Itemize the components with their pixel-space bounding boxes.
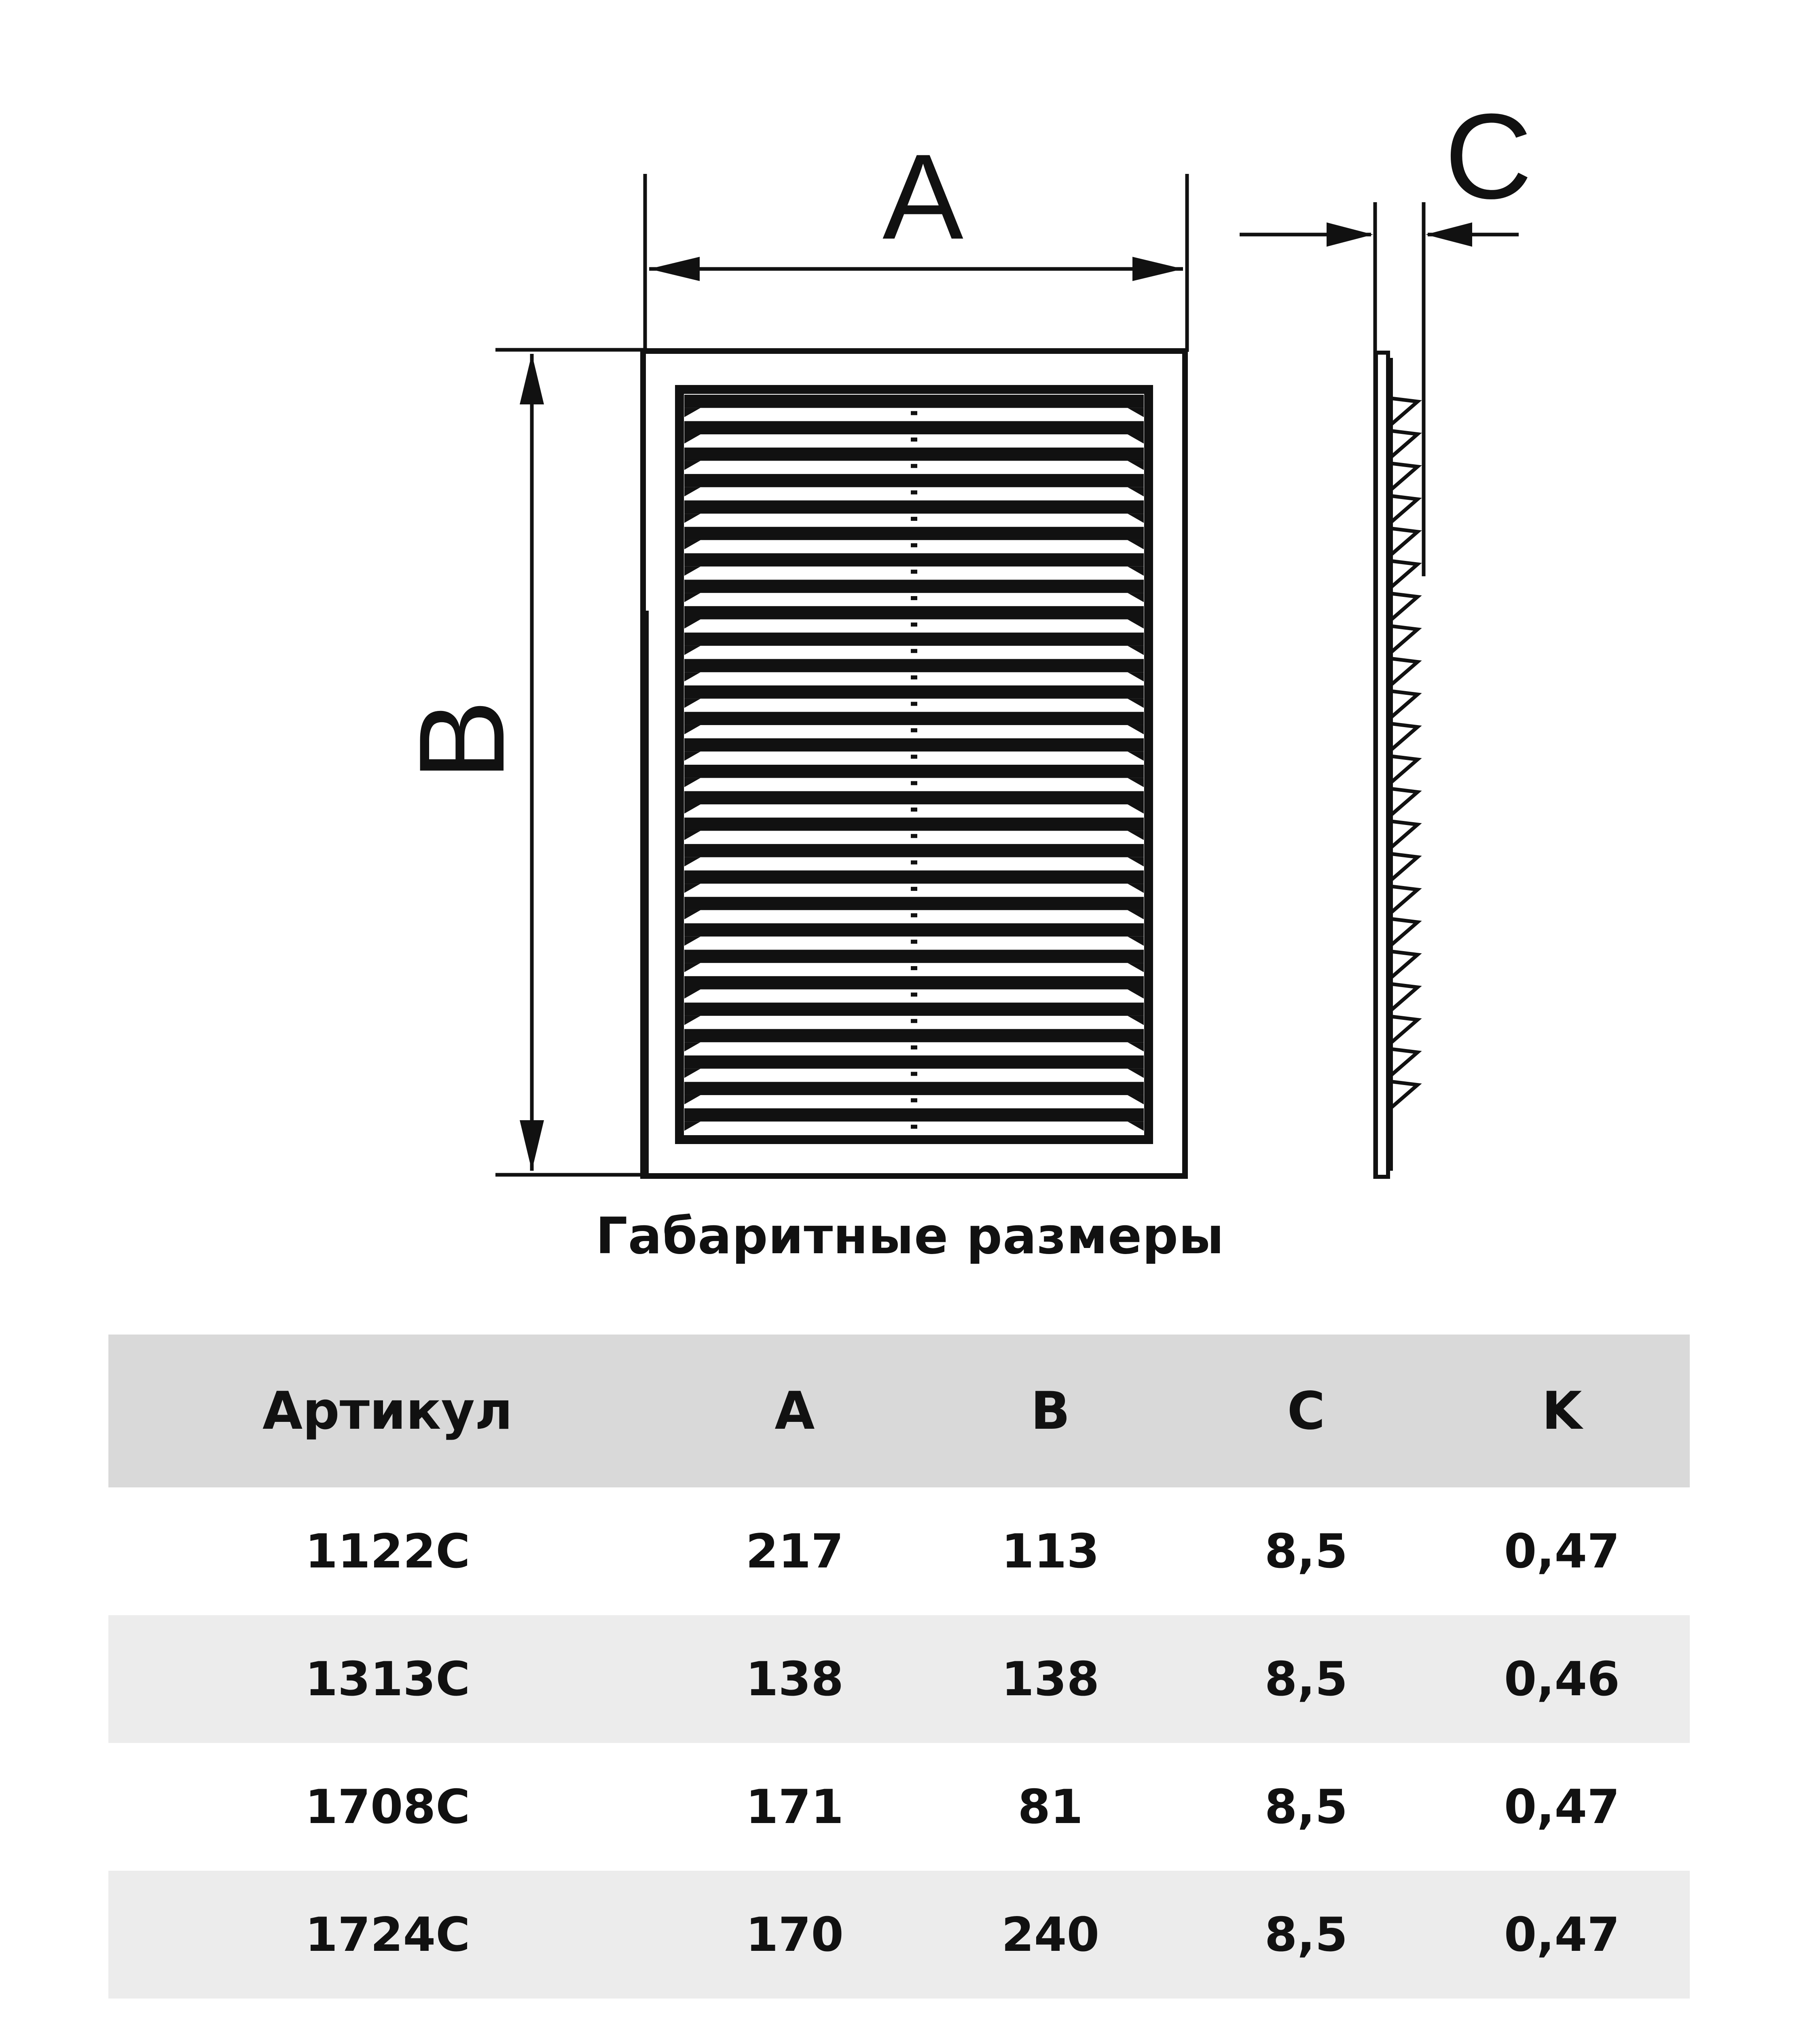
louver-center-mark bbox=[911, 464, 917, 468]
cell-k: 0,47 bbox=[1504, 1907, 1620, 1962]
louver-center-mark bbox=[911, 913, 917, 917]
louver-center-mark bbox=[911, 1072, 917, 1076]
louver-slat bbox=[684, 395, 1144, 408]
louver-center-mark bbox=[911, 887, 917, 891]
side-fin bbox=[1391, 1082, 1418, 1108]
louver-center-mark bbox=[911, 966, 917, 970]
cell-k: 0,47 bbox=[1504, 1779, 1620, 1834]
louver-slat bbox=[684, 844, 1144, 857]
section-title: Габаритные размеры bbox=[595, 1207, 1225, 1265]
cell-b: 138 bbox=[1001, 1652, 1100, 1707]
louver-slat bbox=[684, 1108, 1144, 1122]
side-fin bbox=[1391, 594, 1418, 620]
side-fin bbox=[1391, 529, 1418, 554]
louver-center-mark bbox=[911, 543, 917, 547]
louver-center-mark bbox=[911, 781, 917, 785]
cell-c bbox=[1178, 1999, 1434, 2022]
cell-k: 0,46 bbox=[1504, 1652, 1620, 1707]
louver-slat bbox=[684, 1082, 1144, 1095]
table-header-row bbox=[108, 1335, 1690, 1487]
side-fin bbox=[1391, 854, 1418, 880]
louver-center-mark bbox=[911, 622, 917, 626]
side-fin bbox=[1391, 789, 1418, 814]
louver-center-mark bbox=[911, 728, 917, 732]
louver-slat bbox=[684, 1055, 1144, 1069]
cell-b bbox=[923, 1999, 1178, 2022]
table-row bbox=[108, 1999, 1690, 2022]
cell-a: 171 bbox=[745, 1779, 844, 1834]
louver-slat bbox=[684, 976, 1144, 990]
dimension-b-label: B bbox=[394, 699, 529, 781]
louver-center-mark bbox=[911, 992, 917, 996]
louver-slat bbox=[684, 421, 1144, 434]
header-article: Артикул bbox=[262, 1381, 513, 1441]
table-row bbox=[108, 1615, 1690, 1743]
header-c: C bbox=[1287, 1381, 1325, 1441]
dimension-c-label: C bbox=[1444, 88, 1532, 224]
dimension-a-label: A bbox=[882, 129, 964, 264]
louver-center-mark bbox=[911, 1125, 917, 1129]
header-k: K bbox=[1542, 1381, 1582, 1441]
cell-k bbox=[1434, 1999, 1690, 2022]
louver-slat bbox=[684, 580, 1144, 593]
side-fin bbox=[1391, 756, 1418, 782]
table-row bbox=[108, 1487, 1690, 1615]
louver-center-mark bbox=[911, 649, 917, 653]
side-fin bbox=[1391, 952, 1418, 977]
louver-center-mark bbox=[911, 675, 917, 679]
header-b: B bbox=[1031, 1381, 1070, 1441]
cell-a: 138 bbox=[745, 1652, 844, 1707]
louver-center-mark bbox=[911, 808, 917, 812]
louver-center-mark bbox=[911, 596, 917, 600]
louver-slat bbox=[684, 500, 1144, 514]
side-fin bbox=[1391, 1049, 1418, 1075]
louver-slat bbox=[684, 685, 1144, 699]
side-fin bbox=[1391, 724, 1418, 750]
louver-slat bbox=[684, 553, 1144, 567]
side-fin bbox=[1391, 1017, 1418, 1043]
louver-center-mark bbox=[911, 755, 917, 759]
side-fin bbox=[1391, 821, 1418, 847]
dimensions-table bbox=[108, 1335, 1690, 2022]
louver-slat bbox=[684, 950, 1144, 963]
cell-article bbox=[108, 1999, 667, 2022]
side-fin bbox=[1391, 561, 1418, 587]
cell-c: 8,5 bbox=[1264, 1907, 1348, 1962]
louver-slat bbox=[684, 738, 1144, 752]
louver-slat bbox=[684, 632, 1144, 646]
cell-article: 1724C bbox=[305, 1907, 470, 1962]
cell-b: 113 bbox=[1001, 1524, 1100, 1579]
louver-center-mark bbox=[911, 517, 917, 521]
side-view-fins bbox=[1391, 398, 1418, 1108]
cell-c: 8,5 bbox=[1264, 1779, 1348, 1834]
cell-b: 81 bbox=[1018, 1779, 1083, 1834]
louver-center-mark bbox=[911, 702, 917, 706]
louver-slat bbox=[684, 791, 1144, 804]
louver-slat bbox=[684, 527, 1144, 540]
louver-center-mark bbox=[911, 1098, 917, 1102]
louver-center-mark bbox=[911, 570, 917, 574]
louver-slat bbox=[684, 818, 1144, 831]
side-fin bbox=[1391, 431, 1418, 457]
side-fin bbox=[1391, 496, 1418, 522]
cell-article: 1122C bbox=[305, 1524, 470, 1579]
louver-slat bbox=[684, 870, 1144, 884]
cell-article: 1313C bbox=[305, 1652, 470, 1707]
table-row bbox=[108, 1743, 1690, 1871]
louver-slat bbox=[684, 923, 1144, 937]
louver-slat bbox=[684, 897, 1144, 910]
louver-center-mark bbox=[911, 491, 917, 495]
louver-slat bbox=[684, 765, 1144, 778]
grille-front-view bbox=[643, 351, 1185, 1176]
louver-center-mark bbox=[911, 940, 917, 944]
side-fin bbox=[1391, 398, 1418, 424]
side-fin bbox=[1391, 886, 1418, 912]
cell-a: 217 bbox=[745, 1524, 844, 1579]
cell-k: 0,47 bbox=[1504, 1524, 1620, 1579]
cell-article: 1708C bbox=[305, 1779, 470, 1834]
louver-center-mark bbox=[911, 1019, 917, 1023]
table-row bbox=[108, 1871, 1690, 1999]
louver-center-mark bbox=[911, 861, 917, 865]
cell-c: 8,5 bbox=[1264, 1524, 1348, 1579]
side-fin bbox=[1391, 984, 1418, 1010]
louver-center-mark bbox=[911, 411, 917, 415]
louver-slat bbox=[684, 474, 1144, 487]
side-fin bbox=[1391, 659, 1418, 685]
side-fin bbox=[1391, 919, 1418, 945]
grille-side-view bbox=[1376, 353, 1418, 1177]
louver-center-mark bbox=[911, 1045, 917, 1049]
cell-a bbox=[667, 1999, 923, 2022]
louver-center-mark bbox=[911, 834, 917, 838]
side-fin bbox=[1391, 626, 1418, 652]
cell-b: 240 bbox=[1001, 1907, 1100, 1962]
louver-slat bbox=[684, 1003, 1144, 1016]
louver-slat bbox=[684, 659, 1144, 673]
header-a: A bbox=[775, 1381, 815, 1441]
louver-slat bbox=[684, 1029, 1144, 1043]
side-fin bbox=[1391, 691, 1418, 717]
louver-center-mark bbox=[911, 438, 917, 442]
louver-slat bbox=[684, 448, 1144, 461]
louver-slat bbox=[684, 712, 1144, 725]
louver-slat bbox=[684, 606, 1144, 620]
cell-a: 170 bbox=[745, 1907, 844, 1962]
side-fin bbox=[1391, 463, 1418, 489]
cell-c: 8,5 bbox=[1264, 1652, 1348, 1707]
